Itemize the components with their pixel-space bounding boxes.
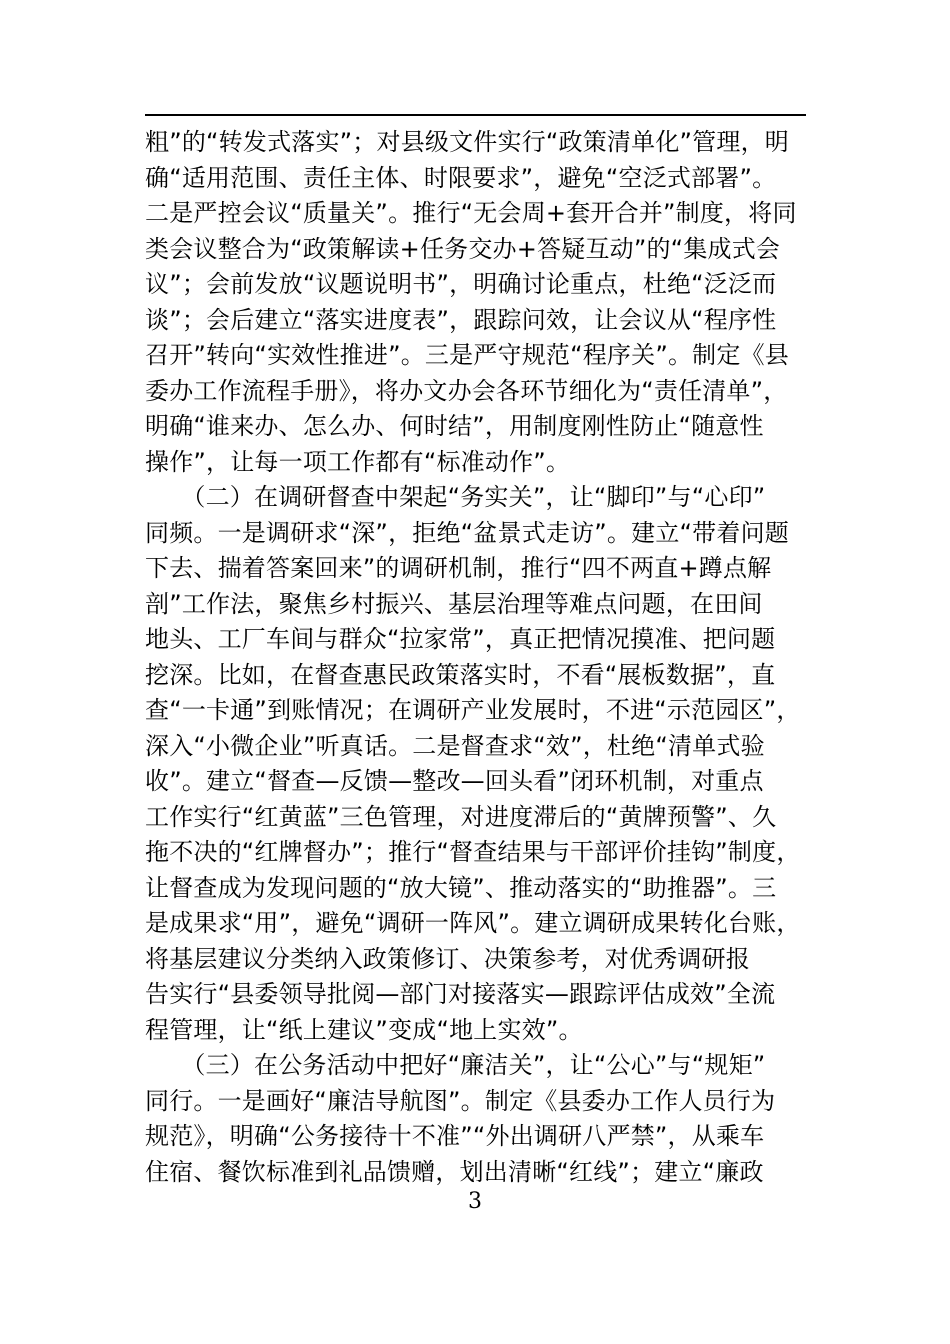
text-line: 规范》，明确“公务接待十不准”“外出调研八严禁”，从乘车 xyxy=(145,1122,765,1150)
text-line: 深入“小微企业”听真话。二是督查求“效”，杜绝“清单式验 xyxy=(145,731,765,760)
text-line: 查“一卡通”到账情况；在调研产业发展时，不进“示范园区”， xyxy=(145,696,801,724)
text-line: 委办工作流程手册》，将办文办会各环节细化为“责任清单”， xyxy=(145,376,788,405)
text-line: 剖”工作法，聚焦乡村振兴、基层治理等难点问题，在田间 xyxy=(145,589,763,618)
text-line: 挖深。比如，在督查惠民政策落实时，不看“展板数据”，直 xyxy=(145,660,776,689)
text-line: 二是严控会议“质量关”。推行“无会周+套开合并”制度，将同 xyxy=(145,199,797,227)
text-line: （二）在调研督查中架起“务实关”，让“脚印”与“心印” xyxy=(145,483,766,511)
text-line: 同频。一是调研求“深”，拒绝“盆景式走访”。建立“带着问题 xyxy=(145,518,789,547)
text-line: 拖不决的“红牌督办”；推行“督查结果与干部评价挂钩”制度， xyxy=(145,838,801,866)
text-line: 议”；会前发放“议题说明书”，明确讨论重点，杜绝“泛泛而 xyxy=(145,270,777,298)
body-text xyxy=(145,125,815,1190)
text-line: 下去、揣着答案回来”的调研机制，推行“四不两直+蹲点解 xyxy=(145,554,772,582)
text-line: 操作”，让每一项工作都有“标准动作”。 xyxy=(145,447,571,476)
text-line: （三）在公务活动中把好“廉洁关”，让“公心”与“规矩” xyxy=(145,1051,766,1079)
text-line: 明确“谁来办、怎么办、何时结”，用制度刚性防止“随意性 xyxy=(145,412,764,440)
text-line: 告实行“县委领导批阅—部门对接落实—跟踪评估成效”全流 xyxy=(145,980,776,1008)
text-line: 谈”；会后建立“落实进度表”，跟踪问效，让会议从“程序性 xyxy=(145,305,777,334)
text-line: 召开”转向“实效性推进”。三是严守规范“程序关”。制定《县 xyxy=(145,341,789,369)
text-line: 粗”的“转发式落实”；对县级文件实行“政策清单化”管理，明 xyxy=(145,128,789,156)
text-line: 收”。建立“督查—反馈—整改—回头看”闭环机制，对重点 xyxy=(145,767,764,795)
text-line: 程管理，让“纸上建议”变成“地上实效”。 xyxy=(145,1015,583,1044)
text-line: 工作实行“红黄蓝”三色管理，对进度滞后的“黄牌预警”、久 xyxy=(145,802,777,831)
text-line: 同行。一是画好“廉洁导航图”。制定《县委办工作人员行为 xyxy=(145,1086,776,1115)
text-line: 类会议整合为“政策解读+任务交办+答疑互动”的“集成式会 xyxy=(145,234,781,263)
page-number: 3 xyxy=(468,1189,482,1214)
text-line: 确“适用范围、责任主体、时限要求”，避免“空泛式部署”。 xyxy=(145,163,777,192)
text-line: 让督查成为发现问题的“放大镜”、推动落实的“助推器”。三 xyxy=(145,873,777,902)
text-line: 地头、工厂车间与群众“拉家常”，真正把情况摸准、把问题 xyxy=(145,625,776,653)
text-line: 住宿、餐饮标准到礼品馈赠，划出清晰“红线”；建立“廉政 xyxy=(145,1157,764,1186)
text-line: 是成果求“用”，避免“调研一阵风”。建立调研成果转化台账， xyxy=(145,909,801,937)
header-rule xyxy=(145,114,806,116)
text-line: 将基层建议分类纳入政策修订、决策参考，对优秀调研报 xyxy=(145,944,750,973)
